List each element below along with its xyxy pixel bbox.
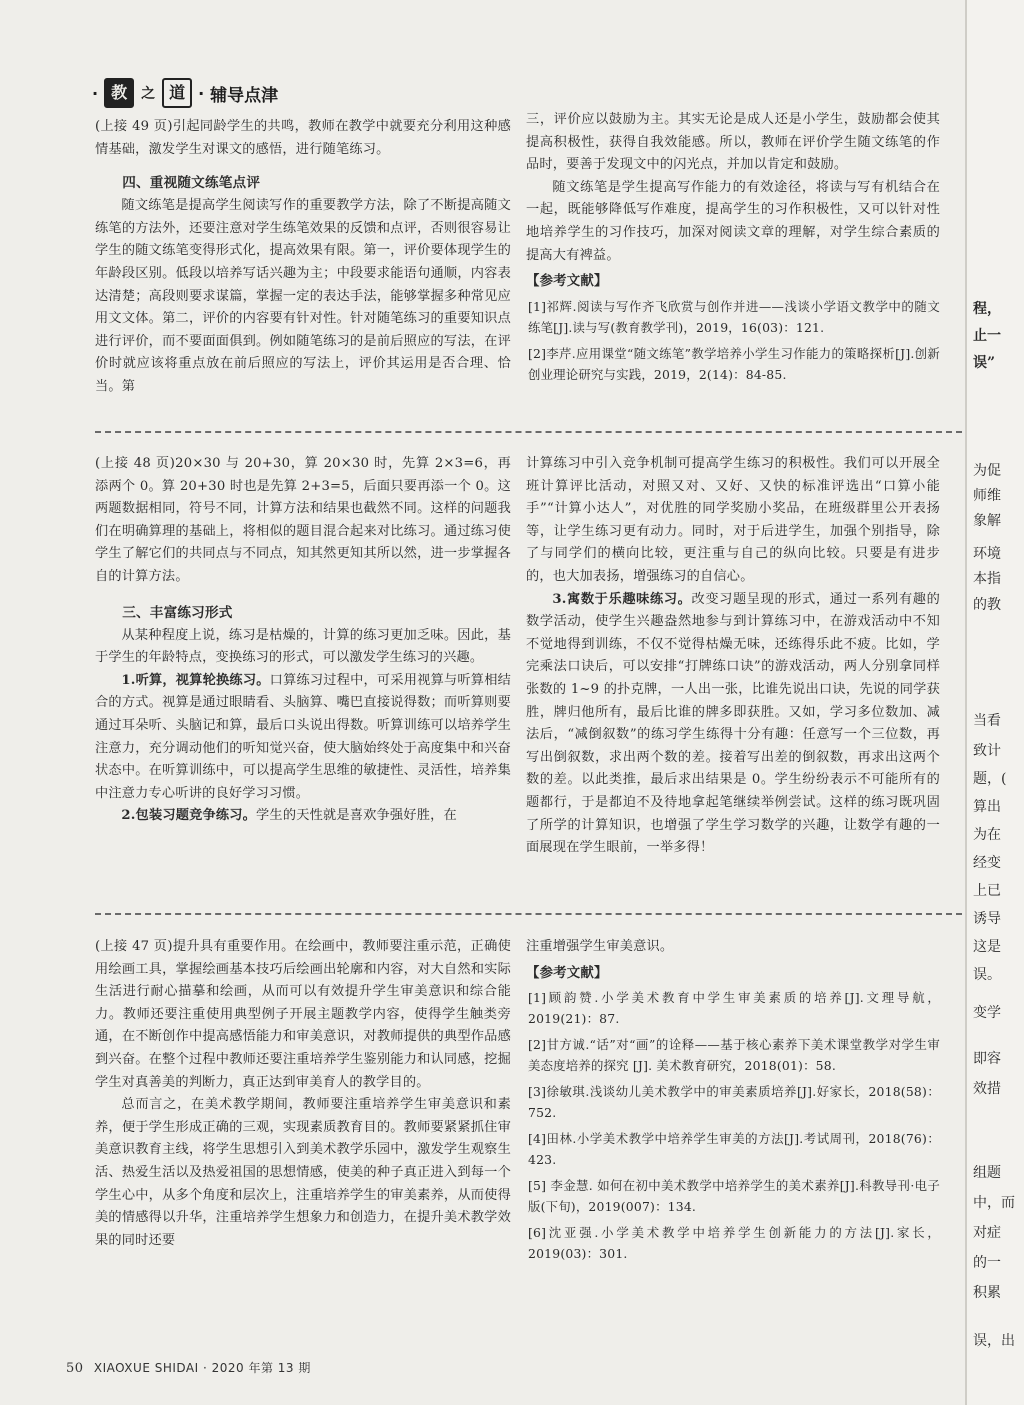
adjacent-page-edge [965,0,1024,1405]
section-heading: 三、丰富练习形式 [122,604,233,621]
fragment: 象解 [973,513,1001,529]
fragment: 积累 [973,1285,1001,1301]
paragraph: 三，评价应以鼓励为主。其实无论是成人还是小学生，鼓励都会使其提高积极性，获得自我效能感。所以，教师在评价学生随文练笔的作品时，要善于发现文中的闪光点，并加以肯定和鼓励。 [526,112,940,173]
section-title: 辅导点津 [210,85,279,106]
fragment: 组题 [973,1165,1001,1181]
block3-left-column [95,936,511,1252]
reference-item: [2]李芹.应用课堂“随文练笔”教学培养小学生习作能力的策略探析[J].创新创业理论研究与实践，2019，2(14)：84-85. [528,345,940,382]
fragment: 变学 [973,1005,1001,1021]
block2-left-column [95,453,511,828]
fragment: 止一 [973,328,1001,344]
reference-item: [1]顾韵赞.小学美术教育中学生审美素质的培养[J].文理导航，2019(21)：87. [528,990,940,1027]
reference-item: [3]徐敏琪.浅谈幼儿美术教学中的审美素质培养[J].好家长，2018(58)：752. [528,1084,940,1121]
fragment: 程， [973,301,1001,317]
references-heading: 【参考文献】 [526,965,608,981]
fragment: 本指 [973,571,1001,587]
paragraph: 3.寓数于乐趣味练习。改变习题呈现的形式，通过一系列有趣的数学活动，使学生兴趣盎然地参与到计算练习中，在游戏活动中不知不觉地得到训练，不仅不觉得枯燥无味，还练得乐此不疲。比如，学完乘法口诀后，可以安排“打牌练口诀”的游戏活动，两人分别拿同样张数的 1~9 的扑克牌，一人出一张，比谁先说出口诀，先说的同学获胜，牌归他所有，最后比谁的牌多即获胜。又如，学习多位数加、减法后，“减倒叙数”的练习学生练得十分有趣：任意写一个三位数，再写出倒叙数，求出两个数的差。接着写出差的倒叙数，再求出这两个数的差。以此类推，最后求出结果是 0。学生纷纷表示不可能所有的题都行，于是都迫不及待地拿起笔继续举例尝试。这样的练习既巩固了所学的计算知识，也增强了学生学习数学的兴趣，让数学有趣的一面展现在学生眼前，一举多得！ [526,591,940,856]
fragment: 的教 [973,597,1001,613]
block3-right-column [526,936,940,1269]
page-header: · 教 之 道 · 辅导点津 [92,78,278,108]
subheading: 2.包装习题竞争练习。 [121,808,257,824]
fragment: 当看 [973,713,1001,729]
block1-right-column [526,109,940,390]
paragraph: 总而言之，在美术教学期间，教师要注重培养学生审美意识和素养，便于学生形成正确的三观，实现素质教育目的。教师要紧紧抓住审美意识教育主线，将学生思想引入到美术教学乐园中，激发学生观察生活、热爱生活以及热爱祖国的思想情感，使美的种子真正进入到每一个学生心中，从多个角度和层次上，注重培养学生的审美素养，从而使得美的情感得以升华，注重培养学生想象力和创造力，在提升美术教学效果的同时还要 [95,1097,511,1248]
fragment: 致计 [973,743,1001,759]
fragment: 误，出 [973,1333,1015,1349]
subheading: 3.寓数于乐趣味练习。 [552,591,692,607]
fragment: 为在 [973,827,1001,843]
fragment: 效措 [973,1081,1001,1097]
fragment: 误” [973,355,996,371]
page-footer [66,1359,311,1376]
fragment: 题，( [973,771,1007,787]
section-divider [95,431,962,433]
reference-item: [2]甘方诚.“话”对“画”的诠释——基于核心素养下美术课堂教学对学生审美态度培养的探究 [J]. 美术教育研究，2018(01)：58. [528,1037,940,1074]
block2-right-column [526,453,940,860]
subheading: 1.听算，视算轮换练习。 [121,672,270,688]
paragraph: 计算练习中引入竞争机制可提高学生练习的积极性。我们可以开展全班计算评比活动，对照又对、又好、又快的标准评选出“口算小能手”“计算小达人”，对优胜的同学奖励小奖品，在班级群里公开表扬等，让学生练习更有动力。同时，对于后进学生，加强个别指导，除了与同学们的横向比较，更注重与自己的纵向比较。只要是有进步的，也大加表扬，增强练习的自信心。 [526,456,940,584]
fragment: 误。 [973,967,1001,983]
header-char-2: 之 [141,86,156,102]
header-char-3: 道 [162,78,192,108]
header-char-1: 教 [104,78,134,108]
fragment: 对症 [973,1225,1001,1241]
fragment: 师维 [973,488,1001,504]
paragraph: 1.听算，视算轮换练习。口算练习过程中，可采用视算与听算相结合的方式。视算是通过眼睛看、头脑算、嘴巴直接说得数；而听算则要通过耳朵听、头脑记和算，最后口头说出得数。听算训练可以培养学生注意力，充分调动他们的听知觉兴奋，使大脑始终处于高度集中和兴奋状态中。在听算训练中，可以提高学生思维的敏捷性、灵活性，培养集中注意力专心听讲的良好学习习惯。 [95,672,511,801]
fragment: 为促 [973,463,1001,479]
reference-item: [4]田林.小学美术教学中培养学生审美的方法[J].考试周刊，2018(76)：423. [528,1131,940,1168]
paragraph: (上接 48 页)20×30 与 20+30，算 20×30 时，先算 2×3=6，再添两个 0。算 20+30 时也是先算 2+3=5，后面只要再添一个 0。这两题数据相同，符号不同，计算方法和结果也截然不同。这样的问题我们在明确算理的基础上，将相似的题目混合起来对比练习。通过练习使学生了解它们的共同点与不同点，知其然更知其所以然，进一步掌握各自的计算方法。 [95,456,511,584]
page-number: 50 [66,1361,84,1376]
fragment: 经变 [973,855,1001,871]
fragment: 上已 [973,883,1001,899]
block1-left-column [95,116,511,399]
fragment: 这是 [973,939,1001,955]
references-heading: 【参考文献】 [526,274,608,290]
fragment: 算出 [973,799,1001,815]
fragment: 环境 [973,546,1001,562]
paragraph: 注重增强学生审美意识。 [526,939,674,954]
paragraph: (上接 49 页)引起同龄学生的共鸣，教师在教学中就要充分利用这种感情基础，激发学生对课文的感悟，进行随笔练习。 [95,119,511,157]
paragraph: (上接 47 页)提升具有重要作用。在绘画中，教师要注重示范，正确使用绘画工具，掌握绘画基本技巧后绘画出轮廓和内容，对大自然和实际生活进行耐心描摹和绘画，从而可以有效提升学生审美意识和综合能力。教师还要注重使用典型例子开展主题教学内容，使得学生触类旁通，在不断创作中提高感悟能力和审美意识，对教师提供的典型作品感到兴奋。在整个过程中教师还要注重培养学生鉴别能力和认同感，挖掘学生对真善美的判断力，真正达到审美育人的教学目的。 [95,939,511,1090]
journal-issue: XIAOXUE SHIDAI · 2020 年第 13 期 [93,1361,311,1375]
section-heading: 四、重视随文练笔点评 [122,175,261,192]
paragraph: 2.包装习题竞争练习。学生的天性就是喜欢争强好胜，在 [121,808,457,824]
reference-item: [1]祁辉.阅读与写作齐飞欣赏与创作并进——浅谈小学语文教学中的随文练笔[J].读与写(教育教学刊)，2019，16(03)：121. [528,298,940,335]
fragment: 诱导 [973,911,1001,927]
fragment: 即容 [973,1051,1001,1067]
reference-item: [5] 李金慧. 如何在初中美术教学中培养学生的美术素养[J].科教导刊·电子版(下旬)，2019(007)：134. [528,1178,940,1215]
fragment: 中，而 [973,1195,1015,1211]
paragraph: 随文练笔是学生提高写作能力的有效途径，将读与写有机结合在一起，既能够降低写作难度，提高学生的习作积极性，又可以针对性地培养学生的习作技巧，加深对阅读文章的理解，对学生综合素质的提高大有裨益。 [526,179,940,263]
paragraph: 从某种程度上说，练习是枯燥的，计算的练习更加乏味。因此，基于学生的年龄特点，变换练习的形式，可以激发学生练习的兴趣。 [95,627,511,666]
paragraph: 随文练笔是提高学生阅读写作的重要教学方法，除了不断提高随文练笔的方法外，还要注意对学生练笔效果的反馈和点评，否则很容易让学生的随文练笔变得形式化，提高效果有限。第一，评价要体现学生的年龄段区别。低段以培养写话兴趣为主；中段要求能语句通顺，内容表达清楚；高段则要求谋篇，掌握一定的表达手法，能够掌握多种常见应用文文体。第二，评价的内容要有针对性。针对随笔练习的重要知识点进行评价，而不要面面俱到。例如随笔练习的是前后照应的写法，在评价时就应该将重点放在前后照应的写法上，评价其运用是否合理、恰当。第 [95,198,511,394]
fragment: 的一 [973,1255,1001,1271]
section-divider [95,913,962,915]
reference-item: [6]沈亚强.小学美术教学中培养学生创新能力的方法[J].家长，2019(03)：301. [528,1225,940,1262]
